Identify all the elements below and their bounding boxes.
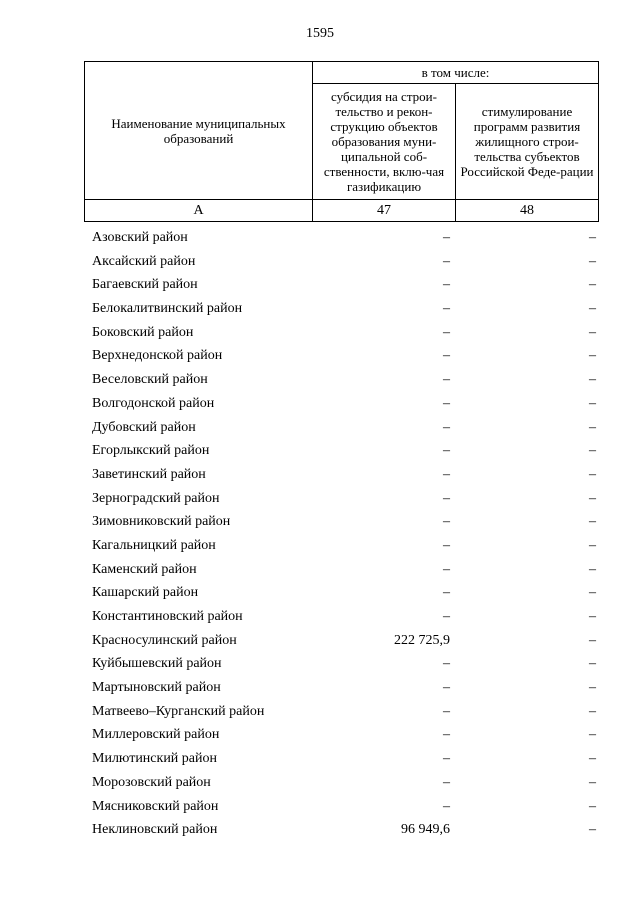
value-column-48: – — [589, 324, 596, 340]
group-header-text: в том числе: — [421, 65, 490, 80]
table-row — [0, 700, 640, 724]
table-row — [0, 273, 640, 297]
table-row — [0, 510, 640, 534]
value-column-48: – — [589, 395, 596, 411]
value-column-48: – — [589, 727, 596, 743]
value-column-48: – — [589, 632, 596, 648]
value-column-48: – — [589, 419, 596, 435]
table-row — [0, 487, 640, 511]
value-column-47: – — [443, 656, 450, 672]
column-48-header-text: стимулирование программ развития жилищного строи-тельства субъектов Российской Феде-рации — [460, 104, 594, 179]
table-row — [0, 297, 640, 321]
value-column-47: – — [443, 348, 450, 364]
table-row — [0, 226, 640, 250]
column-47-index: 47 — [313, 200, 456, 222]
table-row — [0, 747, 640, 771]
table-row — [0, 795, 640, 819]
municipality-name: Веселовский район — [92, 372, 208, 388]
table-row — [0, 439, 640, 463]
value-column-47: – — [443, 419, 450, 435]
municipality-name: Миллеровский район — [92, 727, 220, 743]
municipality-name: Мартыновский район — [92, 680, 221, 696]
table-row — [0, 368, 640, 392]
value-column-48: – — [589, 253, 596, 269]
value-column-47: – — [443, 537, 450, 553]
value-column-47: – — [443, 774, 450, 790]
value-column-47: – — [443, 751, 450, 767]
municipality-name: Аксайский район — [92, 253, 196, 269]
table-body — [0, 226, 640, 842]
table-header — [84, 61, 599, 222]
table-row — [0, 652, 640, 676]
name-column-header — [85, 62, 313, 200]
value-column-47: – — [443, 253, 450, 269]
value-column-48: – — [589, 443, 596, 459]
municipality-name: Морозовский район — [92, 774, 211, 790]
municipality-name: Верхнедонской район — [92, 348, 223, 364]
value-column-47: – — [443, 680, 450, 696]
table-row — [0, 463, 640, 487]
value-column-47: – — [443, 727, 450, 743]
municipality-name: Волгодонской район — [92, 395, 215, 411]
table-row — [0, 581, 640, 605]
value-column-48: – — [589, 277, 596, 293]
value-column-47: – — [443, 324, 450, 340]
value-column-48: – — [589, 822, 596, 838]
column-48-index: 48 — [456, 200, 599, 222]
column-47-header — [313, 84, 456, 200]
value-column-47: – — [443, 798, 450, 814]
value-column-48: – — [589, 348, 596, 364]
table-row — [0, 558, 640, 582]
municipality-name: Дубовский район — [92, 419, 196, 435]
municipality-name: Багаевский район — [92, 277, 198, 293]
municipality-name: Заветинский район — [92, 466, 206, 482]
value-column-48: – — [589, 751, 596, 767]
value-column-47: – — [443, 466, 450, 482]
value-column-47: 222 725,9 — [394, 632, 450, 648]
group-header — [313, 62, 599, 84]
value-column-47: – — [443, 301, 450, 317]
value-column-48: – — [589, 774, 596, 790]
table-row — [0, 250, 640, 274]
table-row — [0, 818, 640, 842]
value-column-47: – — [443, 585, 450, 601]
municipality-name: Боковский район — [92, 324, 194, 340]
municipality-name: Кагальницкий район — [92, 537, 216, 553]
value-column-47: – — [443, 395, 450, 411]
value-column-47: – — [443, 443, 450, 459]
value-column-47: – — [443, 490, 450, 506]
value-column-47: – — [443, 703, 450, 719]
value-column-47: – — [443, 514, 450, 530]
column-a-index: А — [85, 200, 313, 222]
table-row — [0, 676, 640, 700]
name-column-header-text: Наименование муниципальных образований — [111, 115, 286, 146]
municipality-name: Азовский район — [92, 230, 188, 245]
table-row — [0, 392, 640, 416]
table-row — [0, 605, 640, 629]
value-column-48: – — [589, 466, 596, 482]
municipality-name: Куйбышевский район — [92, 656, 222, 672]
value-column-48: – — [589, 703, 596, 719]
page-number: 1595 — [306, 26, 334, 41]
column-48-header — [456, 84, 599, 200]
value-column-47: 96 949,6 — [401, 822, 450, 838]
value-column-47: – — [443, 230, 450, 245]
table-row — [0, 723, 640, 747]
value-column-48: – — [589, 301, 596, 317]
value-column-48: – — [589, 585, 596, 601]
column-47-header-text: субсидия на строи-тельство и рекон-струкцию объектов образования муни-ципальной соб-ственности, вклю-чая газификацию — [323, 89, 445, 194]
municipality-name: Матвеево–Курганский район — [92, 703, 265, 719]
municipality-name: Мясниковский район — [92, 798, 219, 814]
municipality-name: Зерноградский район — [92, 490, 220, 506]
value-column-48: – — [589, 490, 596, 506]
municipality-name: Кашарский район — [92, 585, 199, 601]
value-column-47: – — [443, 372, 450, 388]
table-row — [0, 534, 640, 558]
table-row — [0, 344, 640, 368]
municipality-name: Милютинский район — [92, 751, 218, 767]
value-column-48: – — [589, 798, 596, 814]
municipality-name: Неклиновский район — [92, 822, 218, 838]
table-row — [0, 629, 640, 653]
value-column-47: – — [443, 277, 450, 293]
municipality-name: Зимовниковский район — [92, 514, 231, 530]
value-column-47: – — [443, 609, 450, 624]
municipality-name: Егорлыкский район — [92, 443, 210, 459]
value-column-48: – — [589, 372, 596, 388]
table-row — [0, 321, 640, 345]
value-column-48: – — [589, 656, 596, 672]
value-column-47: – — [443, 561, 450, 577]
value-column-48: – — [589, 561, 596, 577]
value-column-48: – — [589, 537, 596, 553]
value-column-48: – — [589, 514, 596, 530]
table-row — [0, 416, 640, 440]
municipality-name: Каменский район — [92, 561, 197, 577]
value-column-48: – — [589, 609, 596, 624]
municipality-name: Красносулинский район — [92, 632, 237, 648]
municipality-name: Константиновский район — [92, 609, 243, 624]
municipality-name: Белокалитвинский район — [92, 301, 243, 317]
value-column-48: – — [589, 680, 596, 696]
value-column-48: – — [589, 230, 596, 245]
table-row — [0, 771, 640, 795]
